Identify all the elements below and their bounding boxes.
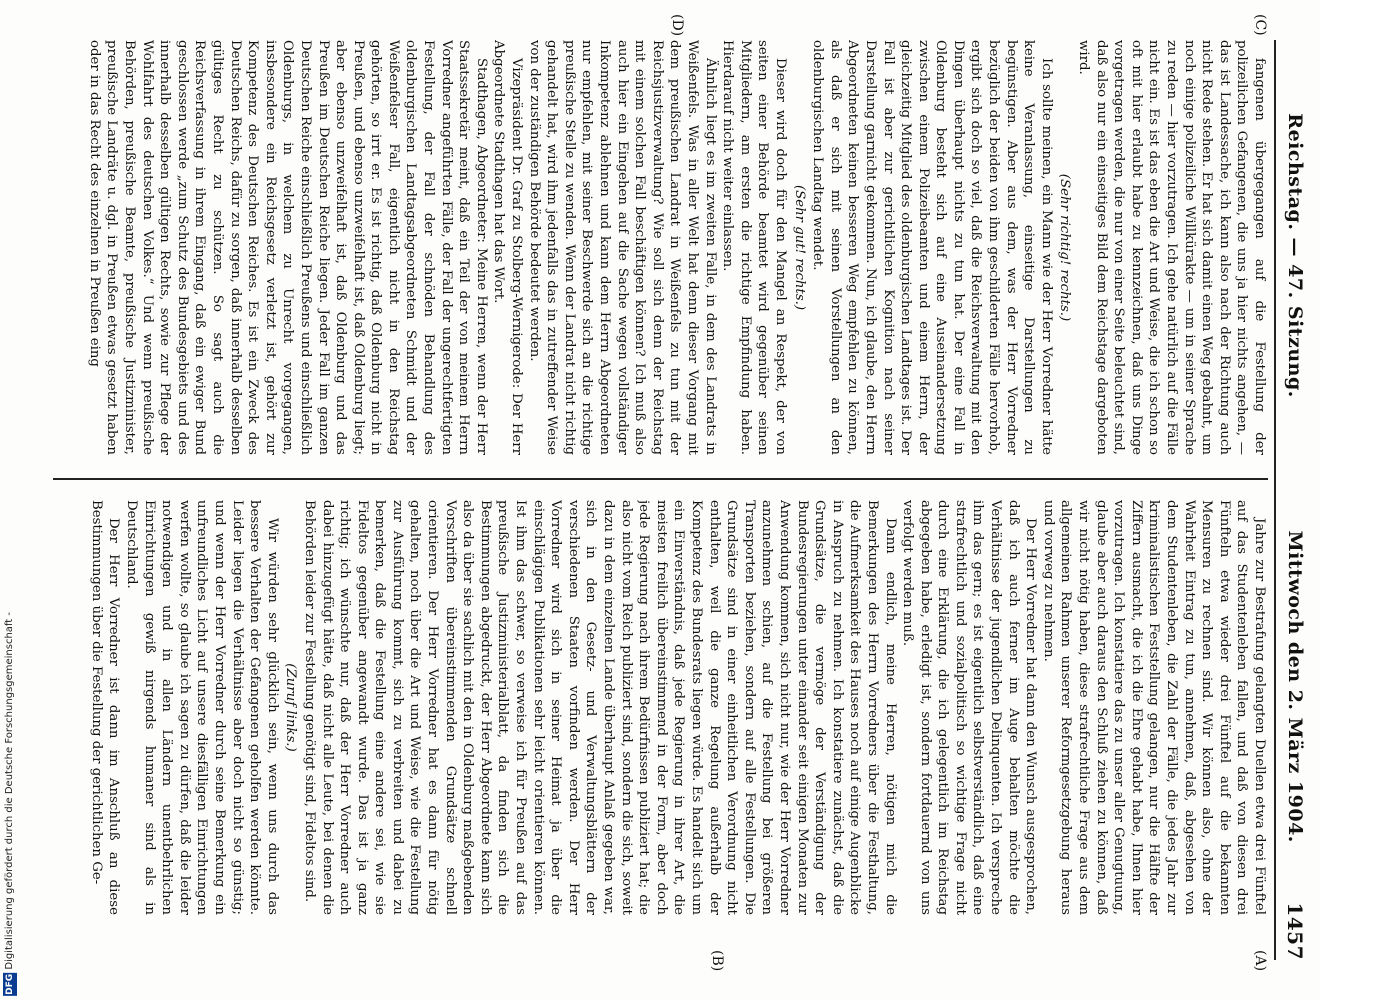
paragraph: Wir würden sehr glücklich sein, wenn uns durch das bessere Verhalten der Gefangenen geholfen werden könnte. Leider liegen die Verhältnisse aber doch nicht so günstig; und wenn der Herr Vorredner durch seine Bemerkung ein unfreundliches Licht auf unsere diesfälligen Einrichtungen werfen wollte, so glaube ich sagen zu dürfen, daß die leider notwendigen und in allen Ländern unentbehrlichen Einrichtungen gewiß nirgends humaner sind als in Deutschland. [124, 500, 280, 915]
left-column [28, 500, 1268, 915]
paragraph: Dieser wird doch für den Mangel an Respekt, der von seiten einer Behörde beamtet wird gegenüber seinen Mitgliedern, am ersten die richtige Empfindung haben. Hierdarauf nicht weiter einlassen. [720, 40, 788, 455]
paragraph: Ähnlich liegt es im zweiten Falle, in dem des Landrats in Weißenfels. Was in aller Welt hat denn dieser Vorgang mit dem preußischen Landrat in Weißenfels zu tun mit der Reichsjustizverwaltung? Wie soll sich denn der Reichstag mit einem solchen Fall beschäftigen können? Ich muß also auch hier ein Eingehen auf die Sache wegen vollständiger Inkompetenz ablehnen und kann dem Herrn Abgeordneten nur empfehlen, mit seiner Beschwerde sich an die richtige preußische Stelle zu wenden. Wenn der Landrat nicht richtig gehandelt hat, wird ihm jedenfalls das in zutreffender Weise von der zuständigen Behörde bedeutet werden. [526, 40, 718, 455]
header-rule [1274, 40, 1276, 960]
paragraph: Der Herr Vorredner ist dann im Anschluß an diese Bestimmungen über die Festellung der gerichtlichen Ge- [88, 500, 122, 915]
right-column [28, 40, 1268, 455]
margin-marker-d: (D) [669, 14, 685, 37]
digitization-credit [2, 0, 18, 1000]
margin-marker-b: (B) [709, 950, 725, 972]
column-divider [53, 478, 1268, 480]
presiding-officer-line: Vizepräsident Dr. Graf zu Stolberg-Wernigerode: Der Herr Abgeordnete Stadthagen hat das Wort. [491, 40, 525, 455]
header-left-title: Reichstag. — 47. Sitzung. [1284, 113, 1306, 398]
paragraph: Jahre zur Bestrafung gelangten Duellen etwa drei Fünftel auf das Studentenleben fallen, und daß von diesen drei Fünfteln etwa wieder drei Fünftel auf die bekannten Mensuren zu rechnen sind. Wir können also, ohne der Wahrheit Eintrag zu tun, annehmen, daß, abgesehen von dem Studentenleben, die Zahl der Fälle, die jedes Jahr zur kriminalistischen Feststellung gelangen, nur die Hälfte der Ziffern ausmacht, die ich die Ehre gehabt habe, Ihnen hier vorzutragen. Ich konstatiere das zu unser aller Genugtuung, glaube aber auch daraus den Schluß ziehen zu können, daß wir nicht nötig haben, diese strafrechtliche Frage aus dem allgemeinen Rahmen unserer Reformgesetzgebung heraus und vorweg zu nehmen. [1040, 500, 1267, 915]
margin-marker-c: (C) [1252, 14, 1268, 36]
interjection: (Sehr gut! rechts.) [791, 184, 807, 311]
paragraph: Ich sollte meinen, ein Mann wie der Herr Vorredner hätte keine Veranlassung, einseitige Darstellungen zu begünstigen. Aber aus dem, was der Herr Vorredner bezüglich der beiden von ihm geschilderten Fälle hervorhob, ergibt sich doch so viel, daß die Reichsverwaltung mit den Dingen überhaupt nichts zu tun hat. Der eine Fall in Oldenburg besteht sich auf eine Auseinandersetzung zwischen einem Polizeibeamten und einem Herrn, der gleichzeitig Mitglied des oldenburgischen Landtages ist. Der Fall ist aber zur gerichtlichen Kognition nach seiner Darstellung garnicht gekommen. Nun, ich glaube, den Herrn Abgeordneten keinen besseren Weg empfehlen zu können, als daß er sich mit seinen Vorstellungen an den oldenburgischen Landtag wendet. [810, 40, 1054, 455]
speech-paragraph: Stadthagen, Abgeordneter: Meine Herren, wenn der Herr Staatssekretär meint, daß ein Teil der von meinem Herrn Vorredner angeführten Fälle, der Fall der ungerechtfertigten Festellung, der Fall der schnöden Behandlung des oldenburgischen Landtagsabgeordneten Schmidt und der Weißenfelser Fall, eigentlich nicht in den Reichstag gehörten, so irrt er. Es ist richtig, daß Oldenburg nicht in Preußen, und ebenso unzweifelhaft ist, daß Oldenburg liegt; aber ebenso unzweifelhaft ist, daß Oldenburg und das Preußen im Deutschen Reiche liegen. Jeder Fall im ganzen Deutschen Reiche einschließlich Preußens und einschließlich Oldenburgs, in welchem zu Unrecht vorgegangen, insbesondere ein Reichsgesetz verletzt ist, gehört zur Kompetenz des Deutschen Reiches. Es ist ein Zweck des Deutschen Reichs, dafür zu sorgen, daß innerhalb desselben gültiges Recht zu schützen. So sagt auch die Reichsverfassung in ihrem Eingang, daß ein ewiger Bund geschlossen werde „zum Schutz des Bundesgebiets und des innerhalb desselben gültigen Rechts, sowie zur Pflege der Wohlfahrt des deutschen Volkes.“ Und wenn preußische Behörden, preußische Beamte, preußische Justizminister, preußische Landräte u. dgl. in Preußen etwas gesetzt haben oder in das Recht des einzelnen in Preußen eing [86, 40, 489, 455]
paragraph: Der Herr Vorredner hat dann den Wunsch ausgesprochen, daß ich auch ferner im Auge behalten möchte die Verhältnisse der jugendlichen Delinquenten. Ich verspreche ihm das gern; es ist eigentlich selbstverständlich, daß eine strafrechtlich und sozialpolitisch so wichtige Frage nicht durch eine Erklärung, die ich gelegentlich im Reichstag abgegeben habe, erledigt ist, sondern fortdauernd von uns verfolgt werden muß. [900, 500, 1039, 915]
paragraph: Dann endlich, meine Herren, nötigen mich die Bemerkungen des Herrn Vorredners über die Festhaltung, die Aufmerksamkeit des Hauses noch auf einige Augenblicke in Anspruch zu nehmen. Ich konstatiere zunächst, daß die Grundsätze, die vermöge der Verständigung der Bundesregierungen unter einander seit einigen Monaten zur Anwendung kommen, sich nicht nur, wie der Herr Vorredner anzunehmen schien, auf die Festellung bei größeren Transporten beziehen, sondern auf alle Festellungen. Die Grundsätze sind in einer einheitlichen Verordnung nicht enthalten, weil die ganze Regelung außerhalb der Kompetenz des Bundesrats liegen würde. Es handelt sich um ein Einverständnis, daß jede Regierung in ihrer Art, die meisten freilich übereinstimmend in der Form, aber doch jede Regierung nach ihrem Bedürfnissen publiziert hat; die also nicht vom Reich publiziert sind, sondern die sich, soweit dazu in dem einzelnen Lande überhaupt Anlaß gegeben war, sich in den Gesetz- und Verwaltungsblättern der verschiedenen Staaten vorfinden werden. Der Herr Vorredner wird sich in seiner Heimat ja über die einschlägigen Publikationen sehr leicht orientieren können. Ist ihm das schwer, so verweise ich für Preußen auf das preußische Justizministerialblatt, da finden sich die Bestimmungen abgedruckt, der Herr Abgeordnete kann sich also da über sie sachlich mit den in Oldenburg maßgebenden Vorschriften übereinstimmenden Grundsätze schnell orientieren. Der Herr Vorredner hat es dann für nötig gehalten, noch über die Art und Weise, wie die Festellung zur Ausführung kommt, sich zu verbreiten und dabei zu bemerken, daß die Festellung eine andere sei, wie sie Fideltos gegenüber angewandt wurde. Das ist ja ganz richtig; ich wünschte nur, daß der Herr Vorredner auch dabei hinzugefügt hätte, daß nicht alle Leute, bei denen die Behörden leider zur Festellung genötigt sind, Fideltos sind. [301, 500, 898, 915]
page-number: 1457 [1283, 902, 1307, 961]
interjection: (Zuruf links.) [283, 663, 299, 752]
margin-marker-a: (A) [1252, 950, 1268, 972]
dfg-logo: DFG [5, 973, 15, 995]
header-right-title: Mittwoch den 2. März 1904. [1284, 530, 1306, 843]
credit-text: Digitalisierung gefördert durch die Deutsche Forschungsgemeinschaft - [4, 612, 15, 970]
page-header [1278, 40, 1312, 960]
interjection: (Sehr richtig! rechts.) [1057, 173, 1073, 322]
paragraph: fangenen übergegangen auf die Festellung der polizeilichen Gefangenen, die uns ja hier nichts angehen, — das ist Landessache, ich kann also nach der Richtung auch nicht Rede stehen. Er hat sich damit einen Weg gebahnt, um noch einige polizeiliche Willkürakte — um in seiner Sprache zu reden — hier vorzutragen. Ich gehe natürlich auf die Fälle nicht ein. Es ist das eben die Art und Weise, die ich schon so oft mit hier erlaubt habe zu kennzeichnen, daß uns Dinge vorgetragen werden, die nur von einer Seite beleuchtet sind, daß also nur ein einseitiges Bild dem Reichstage dargeboten wird. [1076, 40, 1267, 455]
